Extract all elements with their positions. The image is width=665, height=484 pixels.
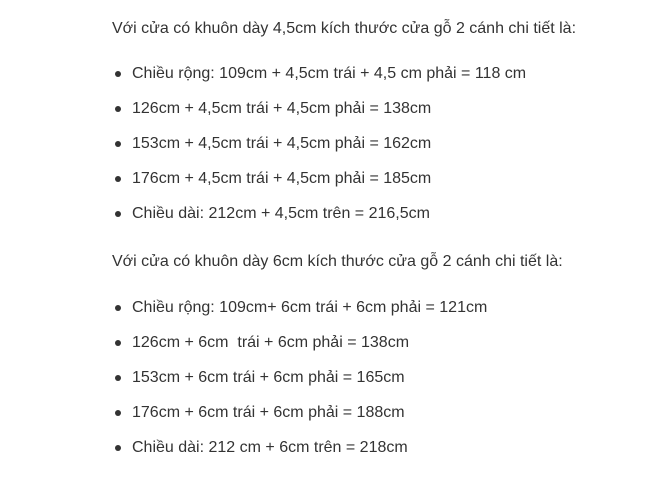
list-item-text: Chiều rộng: 109cm+ 6cm trái + 6cm phải = 121cm (132, 299, 488, 316)
list-item-text: 153cm + 4,5cm trái + 4,5cm phải = 162cm (132, 135, 432, 152)
list-item (112, 169, 526, 204)
bullet-icon (115, 106, 121, 112)
list-item (112, 368, 487, 403)
section-2-intro: Với cửa có khuôn dày 6cm kích thước cửa gỗ 2 cánh chi tiết là: (112, 253, 563, 270)
list-item (112, 204, 526, 239)
list-item (112, 134, 526, 169)
list-item (112, 438, 487, 473)
section-2-list (112, 298, 487, 473)
bullet-icon (115, 305, 121, 311)
list-item (112, 298, 487, 333)
list-item-text: 153cm + 6cm trái + 6cm phải = 165cm (132, 369, 405, 386)
list-item-text: Chiều rộng: 109cm + 4,5cm trái + 4,5 cm phải = 118 cm (132, 65, 527, 82)
list-item (112, 403, 487, 438)
list-item-text: Chiều dài: 212 cm + 6cm trên = 218cm (132, 439, 408, 456)
bullet-icon (115, 445, 121, 451)
bullet-icon (115, 71, 121, 77)
bullet-icon (115, 176, 121, 182)
bullet-icon (115, 141, 121, 147)
list-item-text: 126cm + 6cm trái + 6cm phải = 138cm (132, 334, 410, 351)
list-item-text: 126cm + 4,5cm trái + 4,5cm phải = 138cm (132, 100, 432, 117)
bullet-icon (115, 410, 121, 416)
section-1-intro: Với cửa có khuôn dày 4,5cm kích thước cửa gỗ 2 cánh chi tiết là: (112, 20, 577, 37)
list-item (112, 64, 526, 99)
list-item-text: 176cm + 6cm trái + 6cm phải = 188cm (132, 404, 405, 421)
bullet-icon (115, 340, 121, 346)
section-1-list (112, 64, 526, 239)
bullet-icon (115, 211, 121, 217)
list-item (112, 333, 487, 368)
list-item-text: 176cm + 4,5cm trái + 4,5cm phải = 185cm (132, 170, 432, 187)
list-item (112, 99, 526, 134)
list-item-text: Chiều dài: 212cm + 4,5cm trên = 216,5cm (132, 205, 430, 222)
bullet-icon (115, 375, 121, 381)
